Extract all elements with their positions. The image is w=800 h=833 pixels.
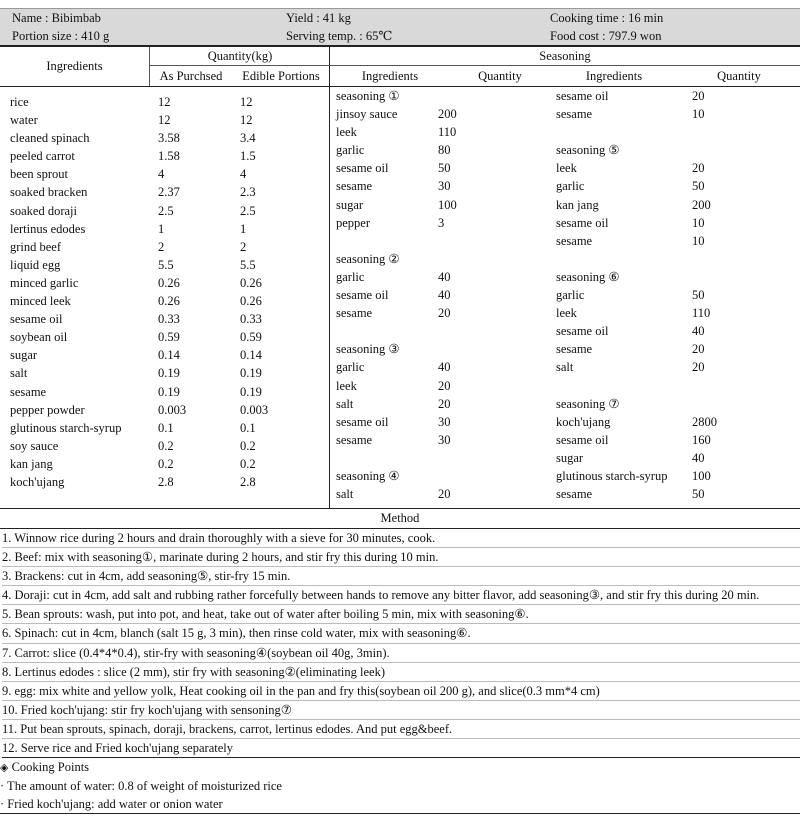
- edible-value: 0.33: [240, 312, 262, 327]
- as-purchased-value: 0.003: [158, 402, 187, 417]
- seasoning-quantity-label-a: Quantity: [478, 69, 522, 83]
- seasoning-ingredient: sesame oil: [556, 89, 609, 103]
- seasoning-quantity: 160: [692, 432, 711, 447]
- edible-value: 1.5: [240, 149, 256, 164]
- seasoning-ingredient: sesame oil: [336, 414, 389, 429]
- table-row: [0, 401, 329, 419]
- seasoning-ingredient: sesame oil: [556, 215, 609, 230]
- seasoning-ingredient: [550, 250, 692, 268]
- cooking-points-title: Cooking Points: [11, 760, 90, 775]
- seasoning-row: [330, 358, 550, 376]
- table-body: [0, 87, 800, 509]
- table-row: [0, 292, 329, 310]
- seasoning-ingredient: sesame oil: [556, 432, 609, 447]
- seasoning-quantity: 20: [438, 487, 451, 502]
- as-purchased-value: 0.59: [158, 330, 180, 345]
- quantity-label: Quantity(kg): [150, 47, 330, 66]
- table-row: [0, 383, 329, 401]
- ingredients-list: [0, 87, 330, 508]
- seasoning-ingredient: leek: [336, 125, 357, 140]
- seasoning-header: [330, 47, 800, 86]
- edible-value: 0.19: [240, 366, 262, 381]
- seasoning-ingredient: [330, 322, 438, 340]
- seasoning-row: [330, 413, 550, 431]
- seasoning-row: [550, 250, 800, 268]
- as-purchased-value: 4: [158, 167, 165, 182]
- ingredient-name: soy sauce: [10, 438, 59, 453]
- edible-portions-label: Edible Portions: [242, 69, 320, 83]
- ingredient-name: sesame: [10, 384, 47, 399]
- as-purchased-value: 0.14: [158, 348, 180, 363]
- as-purchased-value: 1.58: [158, 149, 180, 164]
- edible-value: 5.5: [240, 257, 256, 272]
- edible-value: 12: [240, 113, 253, 128]
- ingredient-name: liquid egg: [10, 257, 61, 272]
- ingredient-name: minced garlic: [10, 275, 79, 290]
- seasoning-row: [330, 449, 550, 467]
- method-step: 3. Brackens: cut in 4cm, add seasoning⑤, stir-fry 15 min.: [2, 567, 800, 586]
- edible-value: 0.2: [240, 456, 256, 471]
- seasoning-ingredient: seasoning ②: [336, 251, 400, 266]
- edible-value: 2.8: [240, 474, 256, 489]
- table-row: [0, 310, 329, 328]
- method-step: 6. Spinach: cut in 4cm, blanch (salt 15 g, 3 min), then rinse cold water, mix with seasoning⑥.: [2, 624, 800, 643]
- serving-temp: Serving temp. : 65℃: [286, 29, 393, 43]
- seasoning-row: [330, 214, 550, 232]
- edible-value: 2.3: [240, 185, 256, 200]
- as-purchased-value: 0.2: [158, 456, 174, 471]
- seasoning-quantity: [438, 449, 550, 467]
- seasoning-quantity: [692, 395, 800, 413]
- seasoning-ingredient: sesame: [556, 342, 593, 357]
- as-purchased-value: 0.19: [158, 384, 180, 399]
- seasoning-quantity: [438, 232, 550, 250]
- seasoning-row: [550, 123, 800, 141]
- table-row: [0, 165, 329, 183]
- seasoning-ingredient: sesame: [336, 432, 373, 447]
- seasoning-ingredient: leek: [556, 161, 577, 176]
- seasoning-row: [330, 485, 550, 503]
- seasoning-row: [550, 214, 800, 232]
- table-row: [0, 147, 329, 165]
- table-header: [0, 47, 800, 87]
- seasoning-quantity-label-b: Quantity: [717, 69, 761, 83]
- seasoning-row: [550, 159, 800, 177]
- ingredient-name: cleaned spinach: [10, 131, 90, 146]
- seasoning-row: [330, 123, 550, 141]
- seasoning-ingredient: garlic: [336, 143, 365, 158]
- seasoning-list: [330, 87, 800, 508]
- diamond-icon: ◈: [0, 761, 9, 775]
- edible-value: 3.4: [240, 131, 256, 146]
- seasoning-ingredient: koch'ujang: [556, 414, 611, 429]
- ingredient-name: rice: [10, 95, 29, 109]
- seasoning-row: [550, 485, 800, 503]
- seasoning-quantity: 110: [692, 306, 711, 321]
- table-row: [0, 256, 329, 274]
- method-step: 4. Doraji: cut in 4cm, add salt and rubbing rather forcefully between hands to remove any bitter flavor, add seasoning③, and stir fry this during 20 min.: [2, 586, 800, 605]
- seasoning-quantity: 30: [438, 432, 451, 447]
- edible-value: 0.26: [240, 275, 262, 290]
- edible-value: 0.003: [240, 402, 269, 417]
- seasoning-row: [550, 304, 800, 322]
- seasoning-quantity: 40: [438, 360, 451, 375]
- seasoning-row: [550, 177, 800, 195]
- as-purchased-value: 12: [158, 95, 171, 109]
- seasoning-quantity: 30: [438, 414, 451, 429]
- seasoning-quantity: 100: [438, 197, 457, 212]
- seasoning-row: [550, 377, 800, 395]
- seasoning-ingredient: seasoning ①: [336, 89, 400, 103]
- seasoning-ingredient: garlic: [336, 360, 365, 375]
- ingredient-name: koch'ujang: [10, 474, 65, 489]
- as-purchased-value: 0.1: [158, 420, 174, 435]
- table-row: [0, 473, 329, 491]
- method-step: 2. Beef: mix with seasoning①, marinate during 2 hours, and stir fry this during 10 min.: [2, 548, 800, 567]
- seasoning-quantity: 20: [438, 306, 451, 321]
- method-step: 9. egg: mix white and yellow yolk, Heat cooking oil in the pan and fry this(soybean oil 200 g), and slice(0.3 mm*4 cm): [2, 682, 800, 701]
- method-steps: [0, 529, 800, 758]
- seasoning-ingredient: seasoning ⑤: [556, 143, 620, 158]
- as-purchased-value: 2: [158, 239, 165, 254]
- cooking-points: [0, 758, 800, 814]
- seasoning-row: [330, 250, 550, 268]
- table-row: [0, 129, 329, 147]
- seasoning-ingredient: sugar: [336, 197, 364, 212]
- edible-value: 2.5: [240, 203, 256, 218]
- seasoning-ingredient: [330, 232, 438, 250]
- seasoning-row: [330, 141, 550, 159]
- seasoning-ingredient: leek: [556, 306, 577, 321]
- seasoning-quantity: 40: [692, 450, 705, 465]
- seasoning-row: [550, 395, 800, 413]
- seasoning-quantity: [692, 377, 800, 395]
- seasoning-ingredient: leek: [336, 378, 357, 393]
- seasoning-ingredient: kan jang: [556, 197, 599, 212]
- seasoning-quantity: 100: [692, 468, 711, 483]
- as-purchased-value: 2.5: [158, 203, 174, 218]
- seasoning-ingredient: sesame: [556, 233, 593, 248]
- portion-size: Portion size : 410 g: [12, 29, 110, 43]
- seasoning-quantity: [692, 250, 800, 268]
- edible-value: 2: [240, 239, 247, 254]
- seasoning-quantity: 40: [438, 288, 451, 303]
- ingredient-name: glutinous starch-syrup: [10, 420, 122, 435]
- seasoning-quantity: 10: [692, 215, 705, 230]
- method-step: 11. Put bean sprouts, spinach, doraji, brackens, carrot, lertinus edodes. And put egg&beef.: [2, 720, 800, 739]
- seasoning-quantity: 110: [438, 125, 457, 140]
- table-row: [0, 328, 329, 346]
- seasoning-row: [330, 159, 550, 177]
- as-purchased-value: 0.26: [158, 275, 180, 290]
- edible-value: 0.14: [240, 348, 262, 363]
- seasoning-row: [550, 358, 800, 376]
- seasoning-title: Seasoning: [330, 47, 800, 66]
- seasoning-quantity: 10: [692, 233, 705, 248]
- seasoning-quantity: 3: [438, 215, 445, 230]
- seasoning-column-b: [550, 87, 800, 508]
- table-row: [0, 202, 329, 220]
- seasoning-row: [550, 467, 800, 485]
- table-row: [0, 437, 329, 455]
- recipe-name: Name : Bibimbab: [12, 11, 101, 25]
- seasoning-row: [330, 377, 550, 395]
- edible-value: 12: [240, 95, 253, 109]
- seasoning-row: [550, 87, 800, 105]
- seasoning-row: [550, 268, 800, 286]
- as-purchased-value: 0.2: [158, 438, 174, 453]
- seasoning-quantity: [438, 87, 550, 105]
- seasoning-row: [330, 196, 550, 214]
- quantity-subheaders: [150, 66, 330, 86]
- seasoning-row: [330, 286, 550, 304]
- method-step: 5. Bean sprouts: wash, put into pot, and heat, take out of water after boiling 5 min, mix with seasoning⑥.: [2, 605, 800, 624]
- cooking-points-heading: [0, 758, 800, 777]
- ingredient-name: sesame oil: [10, 312, 63, 327]
- as-purchased-value: 2.37: [158, 185, 180, 200]
- seasoning-row: [550, 141, 800, 159]
- ingredient-name: minced leek: [10, 294, 71, 309]
- seasoning-ingredient: garlic: [336, 269, 365, 284]
- seasoning-quantity: 50: [692, 288, 705, 303]
- seasoning-row: [550, 286, 800, 304]
- edible-value: 0.1: [240, 420, 256, 435]
- method-title: Method: [0, 509, 800, 529]
- ingredient-name: salt: [10, 366, 28, 381]
- seasoning-quantity: 20: [438, 378, 451, 393]
- as-purchased-value: 5.5: [158, 257, 174, 272]
- seasoning-row: [330, 177, 550, 195]
- seasoning-quantity: 20: [438, 396, 451, 411]
- seasoning-quantity: 20: [692, 89, 705, 103]
- seasoning-ingredient: jinsoy sauce: [336, 107, 398, 122]
- table-row: [0, 238, 329, 256]
- seasoning-row: [550, 105, 800, 123]
- seasoning-quantity: 200: [438, 107, 457, 122]
- seasoning-row: [550, 340, 800, 358]
- seasoning-quantity: [438, 250, 550, 268]
- food-cost: Food cost : 797.9 won: [550, 29, 662, 43]
- seasoning-ingredient: garlic: [556, 288, 585, 303]
- seasoning-ingredient: [550, 123, 692, 141]
- method-step: 1. Winnow rice during 2 hours and drain thoroughly with a sieve for 30 minutes, cook.: [2, 529, 800, 548]
- seasoning-ingredient: seasoning ⑦: [556, 396, 620, 411]
- as-purchased-value: 0.19: [158, 366, 180, 381]
- as-purchased-label: As Purchsed: [159, 69, 223, 83]
- seasoning-row: [330, 322, 550, 340]
- quantity-header: [150, 47, 330, 86]
- seasoning-ingredient: pepper: [336, 215, 371, 230]
- seasoning-row: [330, 232, 550, 250]
- ingredient-name: soaked doraji: [10, 203, 77, 218]
- seasoning-ingredients-label-b: Ingredients: [585, 69, 643, 83]
- seasoning-ingredient: sesame: [556, 487, 593, 502]
- cooking-time: Cooking time : 16 min: [550, 11, 664, 25]
- table-row: [0, 111, 329, 129]
- table-row: [0, 419, 329, 437]
- seasoning-row: [550, 232, 800, 250]
- seasoning-ingredient: sesame oil: [556, 324, 609, 339]
- method-step: 8. Lertinus edodes : slice (2 mm), stir fry with seasoning②(eliminating leek): [2, 663, 800, 682]
- as-purchased-value: 2.8: [158, 474, 174, 489]
- as-purchased-value: 0.26: [158, 294, 180, 309]
- edible-value: 0.2: [240, 438, 256, 453]
- seasoning-quantity: 40: [438, 269, 451, 284]
- seasoning-ingredient: sesame: [336, 306, 373, 321]
- seasoning-row: [330, 467, 550, 485]
- seasoning-row: [330, 87, 550, 105]
- edible-value: 0.59: [240, 330, 262, 345]
- seasoning-subheaders: [330, 66, 800, 86]
- ingredient-name: grind beef: [10, 239, 62, 254]
- seasoning-quantity: 2800: [692, 414, 717, 429]
- seasoning-quantity: 50: [692, 487, 705, 502]
- seasoning-ingredient: salt: [336, 487, 354, 502]
- table-row: [0, 364, 329, 382]
- ingredient-name: soybean oil: [10, 330, 68, 345]
- table-row: [0, 274, 329, 292]
- seasoning-ingredient: seasoning ③: [336, 342, 400, 357]
- seasoning-ingredient: sesame oil: [336, 288, 389, 303]
- method-step: 12. Serve rice and Fried koch'ujang separately: [2, 739, 800, 758]
- seasoning-row: [330, 395, 550, 413]
- edible-value: 0.19: [240, 384, 262, 399]
- seasoning-quantity: 20: [692, 161, 705, 176]
- seasoning-quantity: [692, 141, 800, 159]
- seasoning-ingredient: sesame: [336, 179, 373, 194]
- method-step: 10. Fried koch'ujang: stir fry koch'ujang with sensoning⑦: [2, 701, 800, 720]
- seasoning-ingredients-label-a: Ingredients: [361, 69, 419, 83]
- table-row: [0, 220, 329, 238]
- seasoning-ingredient: salt: [556, 360, 574, 375]
- seasoning-ingredient: [330, 449, 438, 467]
- seasoning-row: [550, 431, 800, 449]
- seasoning-ingredient: seasoning ⑥: [556, 269, 620, 284]
- seasoning-row: [330, 340, 550, 358]
- seasoning-row: [330, 268, 550, 286]
- recipe-header: [0, 9, 800, 47]
- seasoning-ingredient: sesame: [556, 107, 593, 122]
- seasoning-quantity: 200: [692, 197, 711, 212]
- seasoning-quantity: 20: [692, 360, 705, 375]
- ingredients-label: Ingredients: [0, 47, 150, 86]
- seasoning-row: [550, 322, 800, 340]
- seasoning-quantity: [438, 467, 550, 485]
- ingredient-name: kan jang: [10, 456, 53, 471]
- ingredient-name: peeled carrot: [10, 149, 75, 164]
- ingredient-name: sugar: [10, 348, 38, 363]
- seasoning-ingredient: glutinous starch-syrup: [556, 468, 668, 483]
- table-row: [0, 346, 329, 364]
- seasoning-row: [330, 431, 550, 449]
- seasoning-quantity: [438, 322, 550, 340]
- seasoning-quantity: 40: [692, 324, 705, 339]
- seasoning-ingredient: salt: [336, 396, 354, 411]
- ingredients-header: [0, 47, 330, 86]
- method-step: 7. Carrot: slice (0.4*4*0.4), stir-fry with seasoning④(soybean oil 40g, 3min).: [2, 644, 800, 663]
- as-purchased-value: 12: [158, 113, 171, 128]
- table-row: [0, 93, 329, 111]
- edible-value: 4: [240, 167, 247, 182]
- cut-off-caption-strip: [0, 0, 800, 9]
- seasoning-column-a: [330, 87, 550, 508]
- seasoning-row: [550, 449, 800, 467]
- seasoning-quantity: 20: [692, 342, 705, 357]
- seasoning-row: [550, 196, 800, 214]
- seasoning-ingredient: [550, 377, 692, 395]
- seasoning-row: [330, 304, 550, 322]
- recipe-yield: Yield : 41 kg: [286, 11, 351, 25]
- seasoning-ingredient: sesame oil: [336, 161, 389, 176]
- cooking-point-item: · Fried koch'ujang: add water or onion water: [0, 797, 223, 812]
- seasoning-ingredient: seasoning ④: [336, 468, 400, 483]
- ingredient-name: soaked bracken: [10, 185, 88, 200]
- seasoning-quantity: 10: [692, 107, 705, 122]
- seasoning-quantity: 50: [692, 179, 705, 194]
- seasoning-ingredient: garlic: [556, 179, 585, 194]
- ingredient-name: lertinus edodes: [10, 221, 86, 236]
- seasoning-quantity: 50: [438, 161, 451, 176]
- seasoning-row: [330, 105, 550, 123]
- seasoning-ingredient: sugar: [556, 450, 584, 465]
- table-row: [0, 183, 329, 201]
- as-purchased-value: 1: [158, 221, 165, 236]
- as-purchased-value: 0.33: [158, 312, 180, 327]
- ingredient-name: been sprout: [10, 167, 68, 182]
- ingredient-name: pepper powder: [10, 402, 85, 417]
- edible-value: 0.26: [240, 294, 262, 309]
- seasoning-quantity: [692, 123, 800, 141]
- seasoning-quantity: [692, 268, 800, 286]
- ingredient-name: water: [10, 113, 38, 128]
- edible-value: 1: [240, 221, 247, 236]
- seasoning-quantity: 30: [438, 179, 451, 194]
- seasoning-quantity: 80: [438, 143, 451, 158]
- table-row: [0, 455, 329, 473]
- seasoning-row: [550, 413, 800, 431]
- as-purchased-value: 3.58: [158, 131, 180, 146]
- seasoning-quantity: [438, 340, 550, 358]
- cooking-point-item: · The amount of water: 0.8 of weight of moisturized rice: [0, 779, 282, 794]
